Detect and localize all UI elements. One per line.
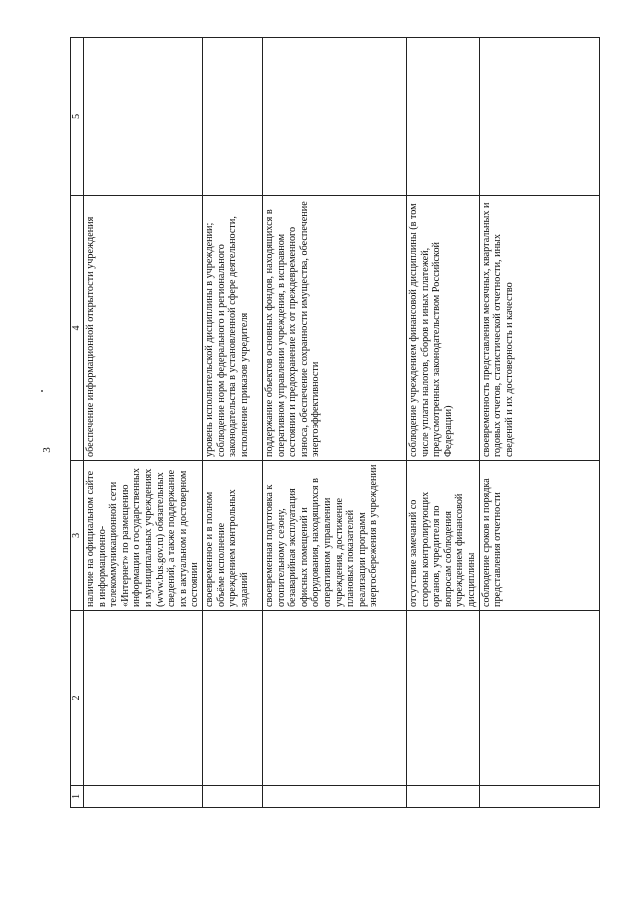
header-col-3: 3 xyxy=(71,461,84,611)
cell-col-1 xyxy=(84,786,203,808)
cell-indicator: своевременная подготовка к отопительному сезону, безаварийная эксплуатация офисных помещений и оборудования, находящихся в оперативном управлении учреждения, достижение плановых показателей реализации программ энергосбережения в учреждении xyxy=(262,461,406,611)
scan-speck xyxy=(41,390,43,392)
table-row xyxy=(202,38,262,808)
cell-indicator: своевременное и в полном объёме исполнение учреждением контрольных заданий xyxy=(202,461,262,611)
cell-criterion: соблюдение учреждением финансовой дисциплины (в том числе уплаты налогов, сборов и иных платежей, предусмотренных законодательством Российской Федерации) xyxy=(406,196,479,461)
rotated-table-wrapper xyxy=(70,38,600,848)
cell-col-1 xyxy=(406,786,479,808)
cell-criterion: своевременность представления месячных, квартальных и годовых отчетов, статистической отчетности, иных сведений и их достоверность и качество xyxy=(479,196,600,461)
cell-col-5 xyxy=(202,38,262,196)
cell-col-1 xyxy=(479,786,600,808)
cell-criterion: поддержание объектов основных фондов, находящихся в оперативном управлении учреждения, в исправном состоянии и предохранение их от преждевременного износа, обеспечение сохранности имущества, обеспечение энергоэффективности xyxy=(262,196,406,461)
cell-indicator: соблюдение сроков и порядка представления отчетности xyxy=(479,461,600,611)
cell-criterion: обеспечение информационной открытости учреждения xyxy=(84,196,203,461)
header-col-4: 4 xyxy=(71,196,84,461)
cell-col-2 xyxy=(406,611,479,786)
page-number: 3 xyxy=(40,447,53,453)
cell-col-5 xyxy=(84,38,203,196)
header-col-5: 5 xyxy=(71,38,84,196)
table-row xyxy=(406,38,479,808)
cell-criterion: уровень исполнительской дисциплины в учреждении; соблюдение норм федерального и регионального законодательства в установленной сфере деятельности, исполнение приказов учредителя xyxy=(202,196,262,461)
criteria-table-container xyxy=(70,38,600,808)
table-row xyxy=(479,38,600,808)
cell-col-1 xyxy=(202,786,262,808)
cell-col-2 xyxy=(84,611,203,786)
cell-col-5 xyxy=(262,38,406,196)
cell-indicator: наличие на официальном сайте в информационно-телекоммуникационной сети «Интернет» по размещению информации о государственных и муниципальных учреждениях (www.bus.gov.ru) обязательных сведений, а также поддержание их в актуальном и достоверном состоянии xyxy=(84,461,203,611)
cell-col-5 xyxy=(406,38,479,196)
header-col-1: 1 xyxy=(71,786,84,808)
cell-col-2 xyxy=(479,611,600,786)
cell-indicator: отсутствие замечаний со стороны контролирующих органов, учредителя по вопросам соблюдения учреждением финансовой дисциплины xyxy=(406,461,479,611)
table-row xyxy=(84,38,203,808)
cell-col-2 xyxy=(202,611,262,786)
table-row xyxy=(262,38,406,808)
cell-col-2 xyxy=(262,611,406,786)
cell-col-1 xyxy=(262,786,406,808)
criteria-table xyxy=(70,37,600,808)
table-header-row xyxy=(71,38,84,808)
cell-col-5 xyxy=(479,38,600,196)
header-col-2: 2 xyxy=(71,611,84,786)
